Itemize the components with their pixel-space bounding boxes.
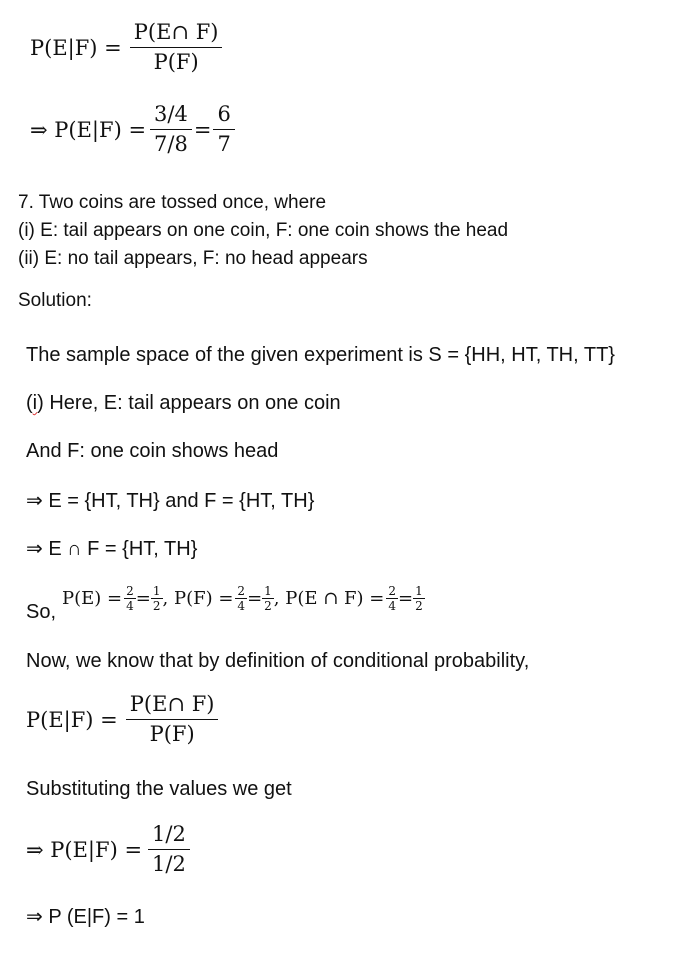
result-denominator-2: 7 xyxy=(213,129,234,155)
pe-n2: 1 xyxy=(152,584,161,598)
pf-d1: 4 xyxy=(237,599,246,613)
pe-d2: 2 xyxy=(152,599,161,613)
result-numerator-1: 3/4 xyxy=(154,102,188,126)
result-lhs: ⇒ P(E|F) = xyxy=(30,117,147,142)
pf-d2: 2 xyxy=(264,599,272,613)
equals-sign: = xyxy=(193,117,212,142)
so-label: So, xyxy=(26,601,57,623)
pf-fraction-2 xyxy=(263,585,273,612)
pef-equals: = xyxy=(398,588,414,609)
pe-d1: 4 xyxy=(126,599,134,613)
conditional-probability-formula-top xyxy=(30,22,220,73)
pe-equals: = xyxy=(135,588,151,609)
result-fraction-2 xyxy=(215,104,232,155)
pe-fraction-2 xyxy=(152,585,162,612)
pe-n1: 2 xyxy=(126,584,134,598)
formula-denominator: P(F) xyxy=(126,719,219,745)
substituted-lhs: ⇒ P(E|F) = xyxy=(26,837,143,862)
probabilities-expression xyxy=(62,585,425,612)
substituted-fraction xyxy=(150,824,188,875)
pf-label: , P(F) = xyxy=(162,588,234,609)
conditional-probability-formula xyxy=(26,694,216,745)
substituting-line: Substituting the values we get xyxy=(26,778,292,800)
formula-denominator: P(F) xyxy=(130,47,223,73)
pe-fraction-1 xyxy=(125,585,135,612)
part-i-line xyxy=(26,392,341,415)
formula-fraction xyxy=(132,22,221,73)
final-result-line: ⇒ P (E|F) = 1 xyxy=(26,906,145,928)
e-f-sets-line: ⇒ E = {HT, TH} and F = {HT, TH} xyxy=(26,490,315,512)
f-definition-line: And F: one coin shows head xyxy=(26,440,279,462)
pef-fraction-1 xyxy=(387,585,397,612)
result-denominator-1: 7/8 xyxy=(150,129,192,155)
pef-n2: 1 xyxy=(415,584,423,598)
substituted-numerator: 1/2 xyxy=(152,822,186,846)
substituted-equation xyxy=(26,824,188,875)
result-fraction-1 xyxy=(152,104,190,155)
formula-lhs: P(E|F) = xyxy=(26,707,118,732)
part-i-text: ) Here, E: tail appears on one coin xyxy=(37,392,341,414)
part-i-letter: i xyxy=(32,392,38,414)
solution-label: Solution: xyxy=(18,290,92,311)
result-equation-top xyxy=(30,104,233,155)
formula-lhs: P(E|F) = xyxy=(30,35,122,60)
pef-fraction-2 xyxy=(414,585,424,612)
pef-d2: 2 xyxy=(415,599,423,613)
part-i-open-paren: ( xyxy=(26,392,33,414)
pf-n1: 2 xyxy=(237,584,246,598)
pf-equals: = xyxy=(247,588,263,609)
pef-d1: 4 xyxy=(388,599,396,613)
probabilities-line xyxy=(26,576,425,626)
formula-numerator: P(E∩ F) xyxy=(129,692,215,716)
question-line-1: 7. Two coins are tossed once, where xyxy=(18,192,327,213)
question-line-2: (i) E: tail appears on one coin, F: one coin shows the head xyxy=(18,220,509,241)
pef-label: , P(E ∩ F) = xyxy=(273,588,385,609)
question-line-3: (ii) E: no tail appears, F: no head appears xyxy=(18,248,368,269)
intersection-line: ⇒ E ∩ F = {HT, TH} xyxy=(26,538,198,560)
pe-label: P(E) = xyxy=(62,588,123,609)
pf-n2: 1 xyxy=(264,584,272,598)
pef-n1: 2 xyxy=(388,584,396,598)
definition-line: Now, we know that by definition of conditional probability, xyxy=(26,650,530,672)
sample-space-line: The sample space of the given experiment is S = {HH, HT, TH, TT} xyxy=(26,344,615,366)
formula-numerator: P(E∩ F) xyxy=(133,20,219,44)
pf-fraction-1 xyxy=(236,585,246,612)
result-numerator-2: 6 xyxy=(217,102,231,126)
substituted-denominator: 1/2 xyxy=(148,849,190,875)
formula-fraction xyxy=(128,694,217,745)
